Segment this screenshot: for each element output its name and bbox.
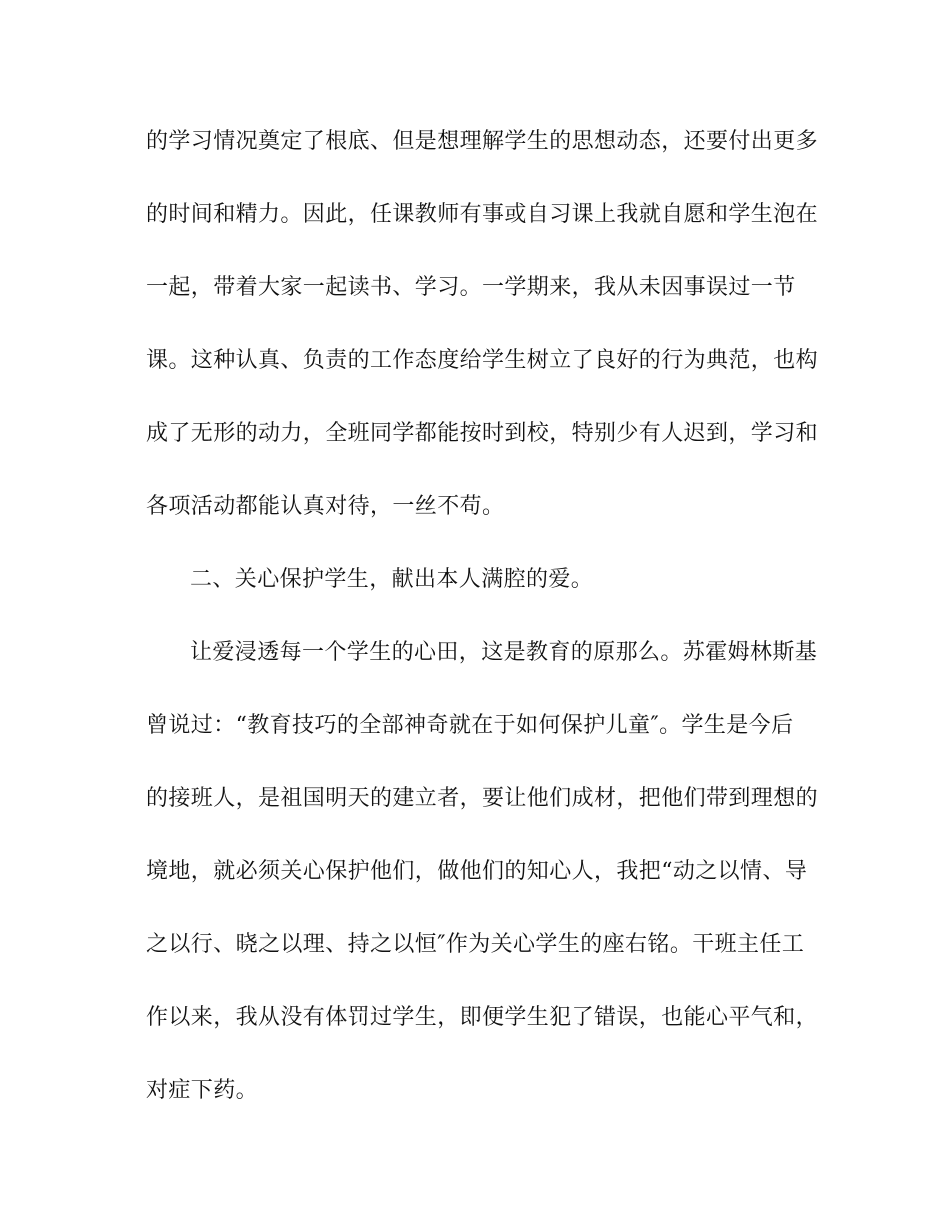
text-line: 让爱浸透每一个学生的心田，这是教育的原那么。苏霍姆林斯基	[190, 640, 818, 665]
text-line: 作以来，我从没有体罚过学生，即便学生犯了错误，也能心平气和，	[146, 1005, 819, 1030]
section-heading: 二、关心保护学生，献出本人满腔的爱。	[190, 567, 594, 592]
text-line: 各项活动都能认真对待，一丝不苟。	[146, 494, 505, 519]
text-line: 的学习情况奠定了根底、但是想理解学生的思想动态，还要付出更多	[146, 129, 819, 154]
text-line: 对症下药。	[146, 1078, 259, 1103]
text-line: 的接班人，是祖国明天的建立者，要让他们成材，把他们带到理想的	[146, 786, 819, 811]
text-line: 之以行、晓之以理、持之以恒″作为关心学生的座右铭。干班主任工	[146, 932, 805, 957]
text-line: 的时间和精力。因此，任课教师有事或自习课上我就自愿和学生泡在	[146, 202, 819, 227]
text-line: 境地，就必须关心保护他们，做他们的知心人，我把“动之以情、导	[146, 859, 808, 884]
text-line: 成了无形的动力，全班同学都能按时到校，特别少有人迟到，学习和	[146, 421, 819, 446]
text-line: 一起，带着大家一起读书、学习。一学期来，我从未因事误过一节	[146, 275, 796, 300]
text-line: 课。这种认真、负责的工作态度给学生树立了良好的行为典范，也构	[146, 348, 819, 373]
text-line: 曾说过：“教育技巧的全部神奇就在于如何保护儿童″。学生是今后	[146, 713, 794, 738]
